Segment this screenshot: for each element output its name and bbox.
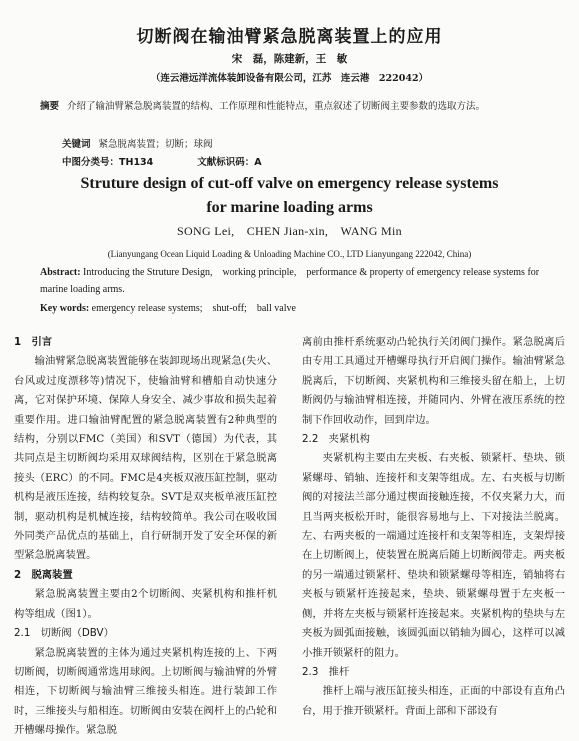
keywords-en	[40, 299, 296, 314]
keywords-cn	[62, 136, 213, 150]
section-1-heading: 1 引言	[14, 336, 53, 348]
clc-label: 中图分类号：	[62, 157, 120, 168]
section-2-3-paragraph: 推杆上端与液压缸接头相连，正面的中部设有直角凸台，用于推开锁紧杆。背面上部和下部设有	[302, 685, 565, 717]
authors-cn: 宋 磊，陈建新，王 敏	[231, 53, 348, 65]
section-2-paragraph: 紧急脱离装置主要由2个切断阀、夹紧机构和推杆机构等组成（图1）。	[14, 588, 277, 620]
keywords-en-label: Key words:	[40, 303, 90, 314]
abstract-en	[40, 264, 545, 298]
doc-code-value: A	[254, 157, 262, 168]
authors-en: SONG Lei, CHEN Jian-xin, WANG Min	[177, 224, 402, 238]
keywords-cn-text: 紧急脱离装置；切断；球阀	[98, 139, 213, 150]
body-column-right	[302, 333, 565, 721]
body-column-left	[14, 333, 277, 741]
title-en-line-2: for marine loading arms	[206, 199, 373, 216]
affiliation-en: (Lianyungang Ocean Liquid Loading & Unloading Machine CO., LTD Lianyungang 222042, China)	[107, 249, 472, 259]
section-2-2-heading: 2.2 夹紧机构	[302, 433, 370, 446]
section-2-1-paragraph: 紧急脱离装置的主体为通过夹紧机构连接的上、下两切断阀，切断阀通常选用球阀。上切断阀与输油臂的外臂相连，下切断阀与输油臂三维接头相连。进行装卸工作时，三维接头与船相连。切断阀由安装在阀杆上的凸轮和开槽螺母操作。紧急脱	[14, 646, 277, 737]
keywords-en-text: emergency release systems; shut-off; ball valve	[91, 303, 296, 314]
section-2-1-heading: 2.1 切断阀（DBV）	[14, 627, 114, 640]
keywords-cn-label: 关键词	[62, 139, 91, 150]
clc-value: TH134	[119, 157, 154, 168]
abstract-cn-label: 摘要	[40, 101, 60, 112]
section-1-paragraph: 输油臂紧急脱离装置能够在装卸现场出现紧急(失火、台风或过度漂移等)情况下，使输油臂和槽船自动快速分离，它对保护环境、保障人身安全、减少事故和损失起着重要作用。进口输油臂配置的紧急脱离装置有2种典型的结构，分别以FMC（美国）和SVT（德国）为代表，其共同点是主切断阀均采用双球阀结构，区别在于紧急脱离接头（ERC）的不同。FMC是4夹板双液压缸控制，驱动机构是液压连接，结构较复杂。SVT是双夹板单液压缸控制，驱动机构是机械连接，结构较简单。我公司在吸收国外同类产品优点的基础上，自行研制开发了安全环保的新型紧急脱离装置。	[14, 355, 277, 562]
title-en	[0, 172, 579, 220]
title-en-line-1: Struture design of cut-off valve on emergency release systems	[80, 175, 499, 192]
title-cn: 切断阀在输油臂紧急脱离装置上的应用	[136, 27, 443, 47]
continued-paragraph: 离前由推杆系统驱动凸轮执行关闭阀门操作。紧急脱离后由专用工具通过开槽螺母执行开启阀门操作。输油臂紧急脱离后，下切断阀、夹紧机构和三维接头留在船上，上切断阀仍与输油臂相连接，并随同内、外臂在液压系统的控制下作回收动作，回到岸边。	[302, 336, 565, 426]
section-2-2-paragraph: 夹紧机构主要由左夹板、右夹板、锁紧杆、垫块、锁紧螺母、销轴、连接杆和支架等组成。左、右夹板与切断阀的对接法兰部分通过楔面接触连接，不仅夹紧力大，而且当两夹板松开时，能很容易地与上、下对接法兰脱离。左、右两夹板的一端通过连接杆和支架等相连，支架焊接在上切断阀上，使装置在脱离后随上切断阀带走。两夹板的另一端通过锁紧杆、垫块和锁紧螺母等相连，销轴将右夹板与锁紧杆连接起来，垫块、锁紧螺母置于左夹板一侧，并将左夹板与锁紧杆连接起来。夹紧机构的垫块与左夹板为圆弧面接触，该圆弧面以销轴为圆心，这样可以减小推开锁紧杆的阻力。	[302, 452, 565, 659]
classification-line	[62, 154, 262, 168]
section-2-heading: 2 脱离装置	[14, 568, 73, 581]
affiliation-cn: （连云港远洋流体装卸设备有限公司，江苏 连云港 222042）	[150, 73, 429, 84]
abstract-en-label: Abstract:	[40, 267, 81, 278]
abstract-cn	[40, 98, 540, 116]
abstract-cn-text: 介绍了输油臂紧急脱离装置的结构、工作原理和性能特点，重点叙述了切断阀主要参数的选取方法。	[67, 101, 486, 112]
abstract-en-text: Introducing the Struture Design, working principle, performance & property of emergency release systems for marine loading arms.	[40, 267, 540, 295]
doc-code-label: 文献标识码：	[197, 157, 255, 168]
section-2-3-heading: 2.3 推杆	[302, 665, 350, 678]
